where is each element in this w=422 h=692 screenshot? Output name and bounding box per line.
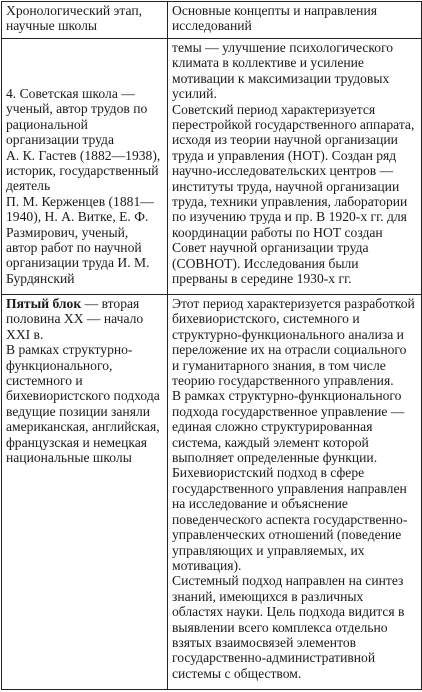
cell-top-spacer (6, 40, 163, 86)
soviet-concepts-cell (168, 39, 422, 295)
cell-lead (6, 296, 163, 342)
cell-paragraph: Этот период характеризуется разработкой бихевиористского, системного и структурно-функционального анализа и переложение их на отрасли социального и гуманитарного знания, в том числе теорию государственного управления. (172, 296, 415, 389)
concepts-table (1, 1, 422, 690)
cell-paragraph: П. М. Керженцев (1881—1940), Н. А. Витке, Е. Ф. Размирович, ученый, автор работ по научной организации труда И. М. Бурдянский (6, 193, 154, 286)
cell-paragraph: Советский период характеризуется перестройкой государственного аппарата, исходя из теории научной организации труда и управления (НОТ). Создан ряд научно-исследовательских центров — институты труда, научной организации труда, техники управления, лаборатории по изучению труда и пр. В 1920-х гг. для координации работы по НОТ создан Совет научной организации труда (СОВНОТ). Исследования были прерваны в середине 1930-х гг. (172, 101, 415, 287)
table-row (2, 295, 422, 690)
column-header-stage: Хронологический этап, научные школы (2, 2, 168, 39)
fifth-block-cell (2, 295, 168, 690)
fifth-block-period: — вторая половина XX — начало XXI в. (6, 296, 144, 342)
table-row (2, 39, 422, 295)
cell-paragraph: А. К. Гастев (1882—1938), историк, государственный деятель (6, 147, 161, 194)
soviet-school-cell (2, 39, 168, 295)
fifth-block-concepts-cell (168, 295, 422, 690)
fifth-block-title: Пятый блок (6, 296, 82, 311)
cell-paragraph: 4. Советская школа — ученый, автор трудов по рациональной организации труда (6, 86, 148, 148)
cell-paragraph: В рамках структурно-функционального подхода государственное управление — единая сложно структурированная система, каждый элемент которой выполняет определенные функции. (172, 388, 405, 466)
column-header-concepts: Основные концепты и направления исследований (168, 2, 422, 39)
table-header-row (2, 2, 422, 39)
cell-paragraph: Системный подход направлен на синтез знаний, имеющихся в различных областях науки. Цель подхода видится в выявлении всего комплекса отдельно взятых взаимосвязей элементов государственно-административной системы с обществом. (172, 573, 405, 681)
cell-paragraph: В рамках структурно-функционального, системного и бихевиористского подхода ведущие позиции заняли американская, английская, французская и немецкая национальные школы (6, 342, 160, 466)
cell-paragraph: Бихевиористский подход в сфере государственного управления направлен на исследование и объяснение поведенческого аспекта государственно-управленческих отношений (поведение управляющих и управляемых, их мотивация). (172, 465, 408, 573)
cell-paragraph: темы — улучшение психологического климата в коллективе и усиление мотивации к максимизации трудовых усилий. (172, 40, 394, 102)
